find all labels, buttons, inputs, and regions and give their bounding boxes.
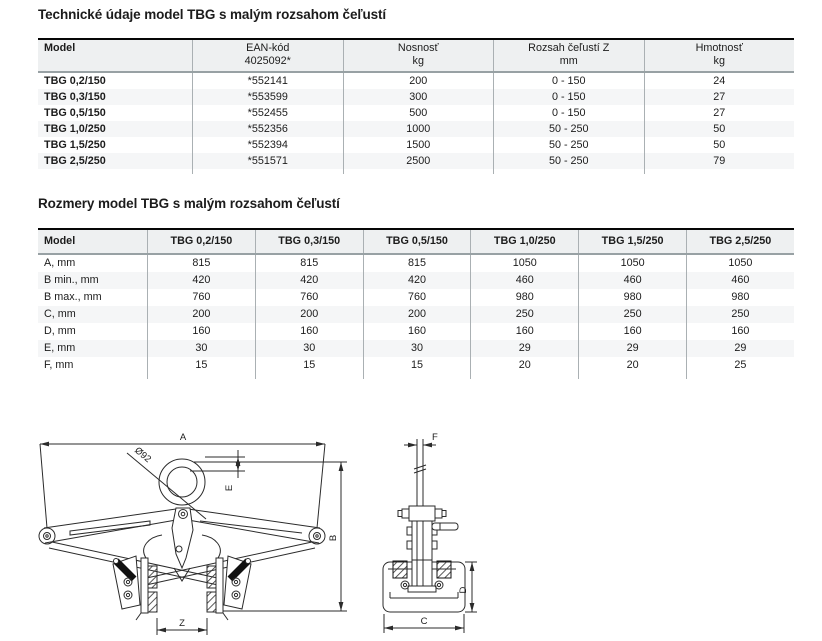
dim-value-cell: 815 — [147, 255, 255, 272]
capacity-cell: 500 — [343, 105, 494, 121]
dim-label-cell: A, mm — [44, 257, 76, 269]
capacity-cell: 2500 — [343, 153, 494, 169]
dim-value-cell: 20 — [578, 357, 686, 374]
dim-value-cell: 460 — [578, 272, 686, 289]
dim-value-cell: 420 — [147, 272, 255, 289]
model-cell: TBG 2,5/250 — [44, 155, 106, 167]
column-header-tbg10: TBG 1,0/250 — [470, 230, 578, 253]
table-row — [38, 73, 794, 89]
model-cell: TBG 0,3/150 — [44, 91, 106, 103]
dim-value-cell: 20 — [470, 357, 578, 374]
dim-label-cell: B min., mm — [44, 274, 99, 286]
ean-cell: *551571 — [192, 153, 343, 169]
dim-value-cell: 160 — [578, 323, 686, 340]
table-row — [38, 340, 794, 357]
dim-value-cell: 30 — [363, 340, 471, 357]
dim-value-cell: 15 — [255, 357, 363, 374]
dim-value-cell: 1050 — [470, 255, 578, 272]
model-cell: TBG 0,2/150 — [44, 75, 106, 87]
capacity-cell: 300 — [343, 89, 494, 105]
capacity-cell: 1000 — [343, 121, 494, 137]
jaw-range-cell: 50 - 250 — [493, 137, 644, 153]
dim-value-cell: 30 — [147, 340, 255, 357]
dim-value-cell: 250 — [578, 306, 686, 323]
column-header-weight: Hmotnosť kg — [644, 40, 795, 71]
tech-table-title: Technické údaje model TBG s malým rozsahom čeľustí — [38, 7, 387, 22]
dim-table-title: Rozmery model TBG s malým rozsahom čeľustí — [38, 196, 340, 211]
table-row — [38, 137, 794, 153]
column-header-tbg25: TBG 2,5/250 — [686, 230, 794, 253]
table-row — [38, 272, 794, 289]
weight-cell: 24 — [644, 73, 795, 89]
ean-cell: *552455 — [192, 105, 343, 121]
dim-label-a: A — [179, 432, 187, 443]
column-header-tbg03: TBG 0,3/150 — [255, 230, 363, 253]
dim-value-cell: 29 — [578, 340, 686, 357]
dim-value-cell: 420 — [255, 272, 363, 289]
dim-value-cell: 160 — [686, 323, 794, 340]
dim-label-b: B — [328, 534, 339, 542]
dim-value-cell: 200 — [255, 306, 363, 323]
dim-value-cell: 15 — [363, 357, 471, 374]
dim-table-header-row — [38, 228, 794, 255]
weight-cell: 50 — [644, 121, 795, 137]
weight-cell: 79 — [644, 153, 795, 169]
table-grid-tail — [38, 169, 794, 174]
jaw-range-cell: 50 - 250 — [493, 153, 644, 169]
column-header-capacity: Nosnosť kg — [343, 40, 494, 71]
dim-value-cell: 250 — [686, 306, 794, 323]
model-cell: TBG 0,5/150 — [44, 107, 106, 119]
table-row — [38, 323, 794, 340]
dim-value-cell: 200 — [363, 306, 471, 323]
dim-value-cell: 815 — [255, 255, 363, 272]
capacity-cell: 200 — [343, 73, 494, 89]
dim-label-f: F — [432, 432, 438, 443]
table-row — [38, 105, 794, 121]
table-row — [38, 153, 794, 169]
dim-value-cell: 760 — [363, 289, 471, 306]
dim-value-cell: 250 — [470, 306, 578, 323]
column-header-tbg05: TBG 0,5/150 — [363, 230, 471, 253]
model-cell: TBG 1,0/250 — [44, 123, 106, 135]
ean-cell: *553599 — [192, 89, 343, 105]
column-header-model: Model — [44, 235, 76, 247]
column-header-tbg15: TBG 1,5/250 — [578, 230, 686, 253]
dim-label-cell: E, mm — [44, 342, 76, 354]
dim-value-cell: 815 — [363, 255, 471, 272]
dim-value-cell: 980 — [686, 289, 794, 306]
front-view — [39, 444, 347, 635]
dim-label-d: D — [458, 586, 469, 594]
dim-label-z: Z — [179, 618, 185, 629]
table-row — [38, 289, 794, 306]
dim-value-cell: 460 — [686, 272, 794, 289]
dim-value-cell: 160 — [470, 323, 578, 340]
dim-value-cell: 160 — [147, 323, 255, 340]
weight-cell: 27 — [644, 105, 795, 121]
dim-value-cell: 760 — [147, 289, 255, 306]
dim-value-cell: 760 — [255, 289, 363, 306]
dim-label-cell: F, mm — [44, 359, 74, 371]
table-row — [38, 89, 794, 105]
ean-cell: *552394 — [192, 137, 343, 153]
dim-label-cell: D, mm — [44, 325, 76, 337]
table-row — [38, 121, 794, 137]
dim-value-cell: 29 — [470, 340, 578, 357]
tech-data-table — [38, 38, 794, 174]
tech-table-header-row — [38, 38, 794, 73]
dim-label-diameter: Ø92 — [132, 445, 154, 466]
dim-value-cell: 160 — [363, 323, 471, 340]
ean-cell: *552141 — [192, 73, 343, 89]
weight-cell: 27 — [644, 89, 795, 105]
ean-cell: *552356 — [192, 121, 343, 137]
dim-value-cell: 200 — [147, 306, 255, 323]
table-grid-tail — [38, 374, 794, 379]
table-row — [38, 306, 794, 323]
column-header-model: Model — [44, 42, 76, 54]
jaw-range-cell: 0 - 150 — [493, 105, 644, 121]
dim-value-cell: 460 — [470, 272, 578, 289]
column-header-jaw-range: Rozsah čeľustí Z mm — [493, 40, 644, 71]
capacity-cell: 1500 — [343, 137, 494, 153]
dim-value-cell: 980 — [578, 289, 686, 306]
side-view — [383, 439, 477, 633]
jaw-range-cell: 50 - 250 — [493, 121, 644, 137]
column-header-tbg02: TBG 0,2/150 — [147, 230, 255, 253]
table-row — [38, 357, 794, 374]
dimensions-table — [38, 228, 794, 379]
dim-label-c: C — [420, 616, 428, 627]
jaw-range-cell: 0 - 150 — [493, 89, 644, 105]
model-cell: TBG 1,5/250 — [44, 139, 106, 151]
dim-value-cell: 160 — [255, 323, 363, 340]
column-header-ean: EAN-kód 4025092* — [192, 40, 343, 71]
dim-value-cell: 25 — [686, 357, 794, 374]
dim-value-cell: 1050 — [686, 255, 794, 272]
dim-value-cell: 15 — [147, 357, 255, 374]
dim-label-cell: C, mm — [44, 308, 76, 320]
dim-value-cell: 1050 — [578, 255, 686, 272]
lifting-ring — [159, 459, 205, 505]
dim-value-cell: 980 — [470, 289, 578, 306]
technical-drawing — [0, 428, 500, 641]
dim-label-e: E — [224, 484, 235, 492]
dim-label-cell: B max., mm — [44, 291, 102, 303]
jaw-range-cell: 0 - 150 — [493, 73, 644, 89]
dim-value-cell: 30 — [255, 340, 363, 357]
weight-cell: 50 — [644, 137, 795, 153]
dim-value-cell: 420 — [363, 272, 471, 289]
table-row — [38, 255, 794, 272]
dim-value-cell: 29 — [686, 340, 794, 357]
